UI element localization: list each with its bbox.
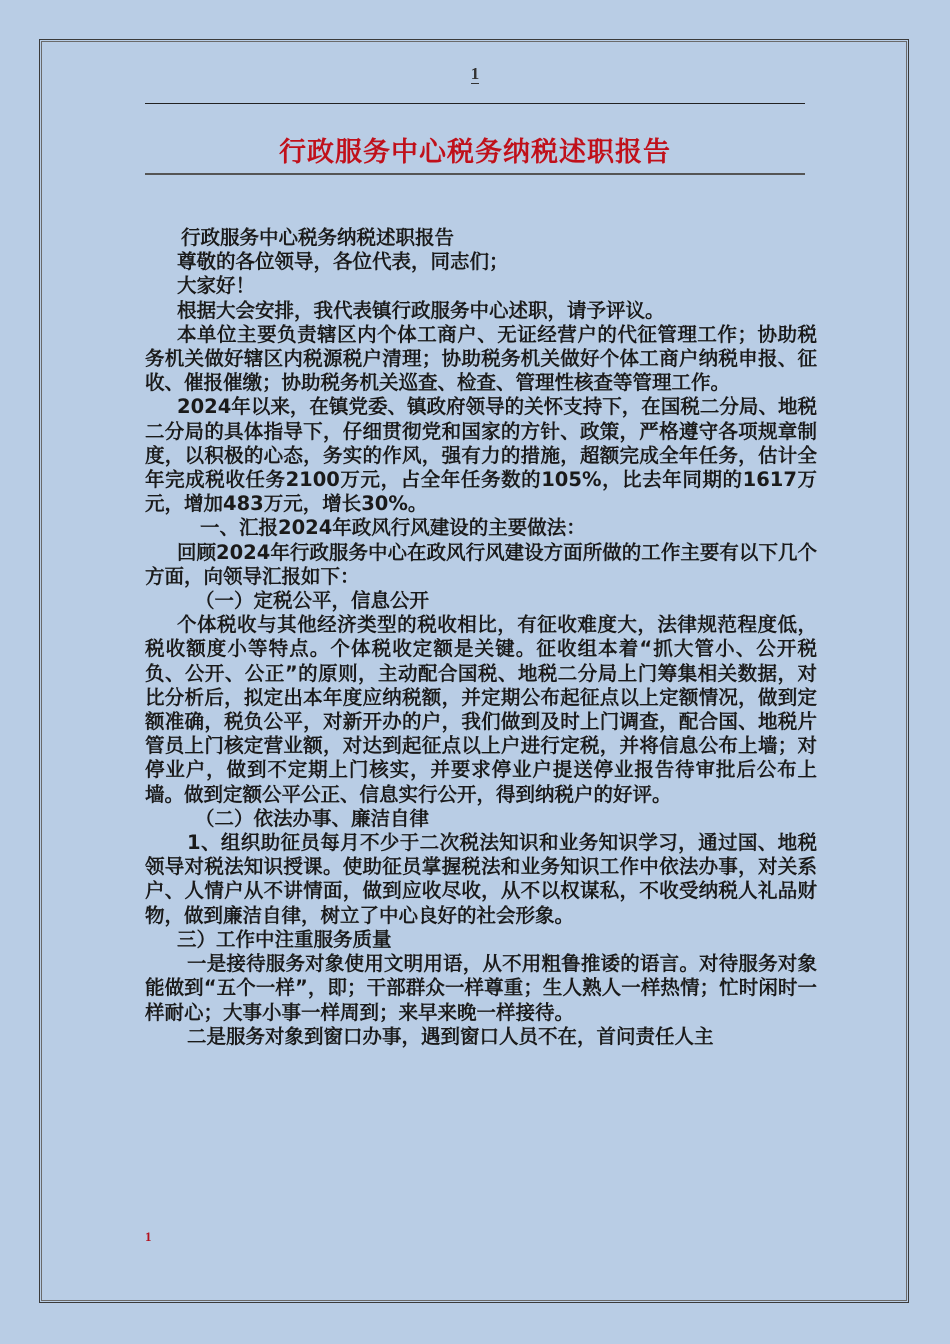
header-page-number: 1 (470, 64, 480, 83)
document-body (145, 226, 817, 1049)
subsection-heading: （一）定税公平，信息公开 (195, 589, 430, 613)
paragraph: 个体税收与其他经济类型的税收相比，有征收难度大，法律规范程度低，税收额度小等特点。个体税收定额是关键。征收组本着“抓大管小、公开税负、公开、公正”的原则，主动配合国税、地税二分局上门筹集相关数据，对比分析后，拟定出本年度应纳税额，并定期公布起征点以上定额情况，做到定额准确，税负公平，对新开办的户，我们做到及时上门调查，配合国、地税片管员上门核定营业额，对达到起征点以上户进行定税，并将信息公布上墙；对停业户，做到不定期上门核实，并要求停业户提送停业报告待审批后公布上墙。做到定额公平公正、信息实行公开，得到纳税户的好评。 (145, 613, 817, 806)
paragraph: 2024年以来，在镇党委、镇政府领导的关怀支持下，在国税二分局、地税二分局的具体指导下，仔细贯彻党和国家的方针、政策，严格遵守各项规章制度，以积极的心态，务实的作风，强有力的措施，超额完成全年任务，估计全年完成税收任务2100万元，占全年任务数的105%，比去年同期的1617万元，增加483万元，增长30%。 (145, 395, 817, 516)
header-rule (145, 103, 805, 104)
footer-page-number: 1 (145, 1229, 152, 1244)
title-rule (145, 173, 805, 175)
paragraph: 根据大会安排，我代表镇行政服务中心述职，请予评议。 (177, 298, 665, 322)
paragraph: 行政服务中心税务纳税述职报告 (181, 226, 455, 249)
paragraph: 本单位主要负责辖区内个体工商户、无证经营户的代征管理工作；协助税务机关做好辖区内税源税户清理；协助税务机关做好个体工商户纳税申报、征收、催报催缴；协助税务机关巡查、检查、管理性核查等管理工作。 (145, 322, 817, 395)
section-heading: 一、汇报2024年政风行风建设的主要做法： (200, 516, 586, 540)
paragraph: 大家好！ (177, 274, 256, 298)
paragraph: 一是接待服务对象使用文明用语，从不用粗鲁推诿的语言。对待服务对象能做到“五个一样”，即；干部群众一样尊重；生人熟人一样热情；忙时闲时一样耐心；大事小事一样周到；来早来晚一样接待。 (145, 952, 817, 1024)
page-title: 行政服务中心税务纳税述职报告 (279, 137, 671, 168)
paragraph: 尊敬的各位领导，各位代表，同志们； (177, 250, 509, 274)
paragraph: 1、组织助征员每月不少于二次税法知识和业务知识学习，通过国、地税领导对税法知识授课。使助征员掌握税法和业务知识工作中依法办事，对关系户、人情户从不讲情面，做到应收尽收，从不以权谋私，不收受纳税人礼品财物，做到廉洁自律，树立了中心良好的社会形象。 (145, 831, 817, 927)
subsection-heading: （二）依法办事、廉洁自律 (195, 806, 430, 830)
paragraph: 二是服务对象到窗口办事，遇到窗口人员不在，首问责任人主 (187, 1024, 714, 1048)
paragraph: 回顾2024年行政服务中心在政风行风建设方面所做的工作主要有以下几个方面，向领导汇报如下： (145, 540, 817, 588)
subsection-heading: 三）工作中注重服务质量 (177, 927, 392, 951)
